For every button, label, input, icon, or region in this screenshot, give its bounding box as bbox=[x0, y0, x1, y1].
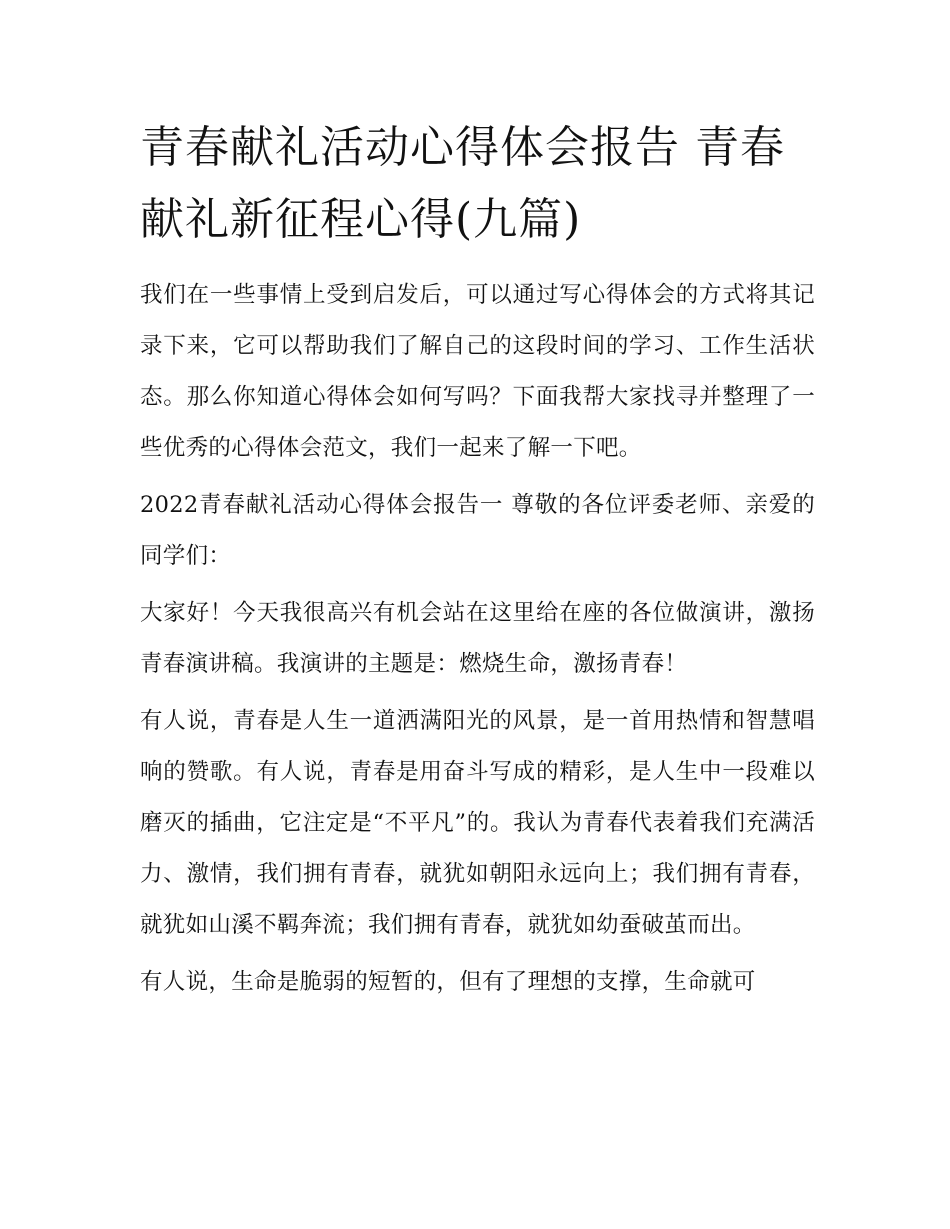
greeting-paragraph: 大家好！今天我很高兴有机会站在这里给在座的各位做演讲，激扬青春演讲稿。我演讲的主题是：燃烧生命，激扬青春！ bbox=[140, 600, 815, 677]
intro-paragraph: 我们在一些事情上受到启发后，可以通过写心得体会的方式将其记录下来，它可以帮助我们了解自己的这段时间的学习、工作生活状态。那么你知道心得体会如何写吗？下面我帮大家找寻并整理了一些优秀的心得体会范文，我们一起来了解一下吧。 bbox=[140, 282, 815, 461]
youth-paragraph: 有人说，青春是人生一道洒满阳光的风景，是一首用热情和智慧唱响的赞歌。有人说，青春是用奋斗写成的精彩，是人生中一段难以磨灭的插曲，它注定是“不平凡”的。我认为青春代表着我们充满活力、激情，我们拥有青春，就犹如朝阳永远向上；我们拥有青春，就犹如山溪不羁奔流；我们拥有青春，就犹如幼蚕破茧而出。 bbox=[140, 708, 815, 938]
report-heading-paragraph: 2022青春献礼活动心得体会报告一 尊敬的各位评委老师、亲爱的同学们： bbox=[140, 492, 815, 569]
document-title: 青春献礼活动心得体会报告 青春献礼新征程心得(九篇) bbox=[140, 122, 785, 245]
document-body bbox=[140, 112, 815, 1014]
life-paragraph: 有人说，生命是脆弱的短暂的，但有了理想的支撑，生命就可 bbox=[140, 969, 756, 995]
